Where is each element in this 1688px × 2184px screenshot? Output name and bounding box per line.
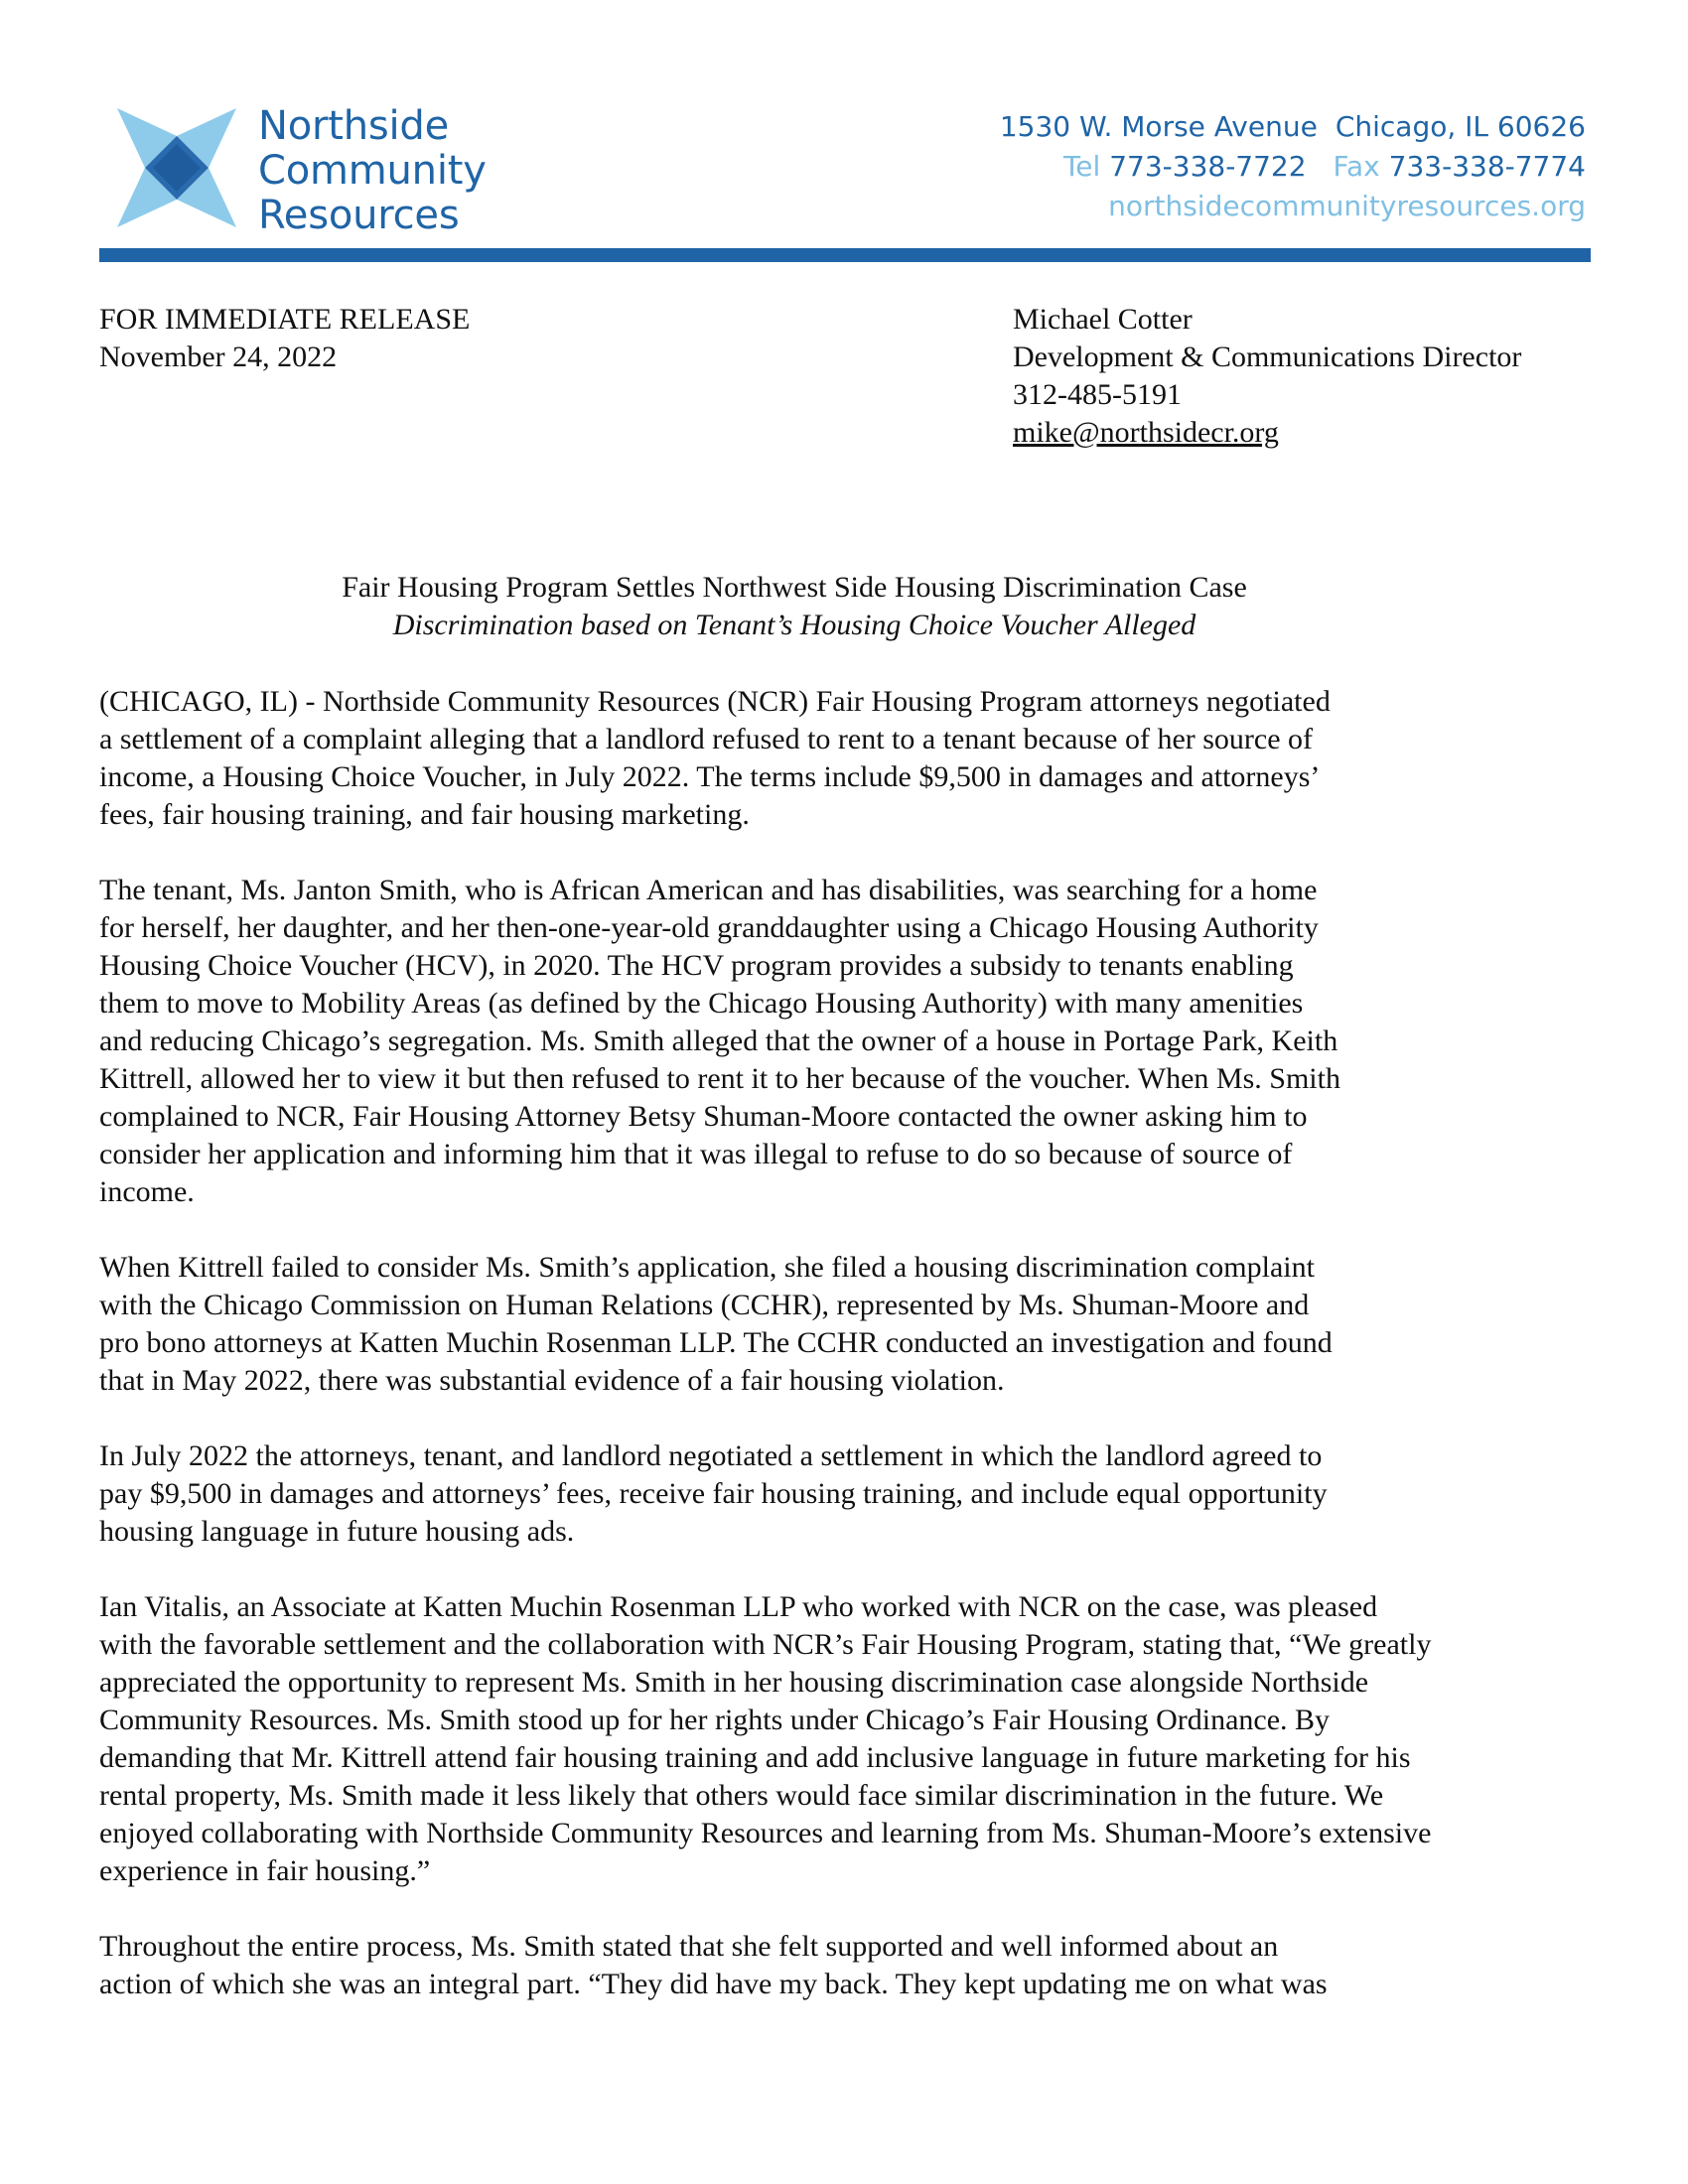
org-city: Chicago, IL 60626 [1335,110,1586,143]
paragraph-line: income, a Housing Choice Voucher, in July 2022. The terms include $9,500 in damages and attorneys’ [99,760,1321,793]
paragraph-line: pro bono attorneys at Katten Muchin Rosenman LLP. The CCHR conducted an investigation and found [99,1326,1333,1359]
org-name-line: Northside [258,103,450,149]
headline [99,569,1489,644]
paragraph-line: and reducing Chicago’s segregation. Ms. Smith alleged that the owner of a house in Portage Park, Keith [99,1024,1338,1057]
org-phone-line [1000,147,1586,187]
org-name [258,104,487,238]
paragraph-line: pay $9,500 in damages and attorneys’ fees, receive fair housing training, and include equal opportunity [99,1477,1328,1510]
paragraph-line: action of which she was an integral part. “They did have my back. They kept updating me on what was [99,1968,1328,2000]
paragraph-line: experience in fair housing.” [99,1854,431,1887]
paragraph-line: income. [99,1175,195,1208]
paragraph-line: that in May 2022, there was substantial evidence of a fair housing violation. [99,1364,1005,1397]
body-paragraph [99,1437,1591,1551]
paragraph-line: them to move to Mobility Areas (as defined by the Chicago Housing Authority) with many amenities [99,987,1304,1020]
paragraph-line: with the Chicago Commission on Human Relations (CCHR), represented by Ms. Shuman-Moore and [99,1289,1310,1321]
body-paragraph [99,872,1591,1211]
paragraph-line: appreciated the opportunity to represent Ms. Smith in her housing discrimination case alongside Northside [99,1666,1369,1699]
paragraph-line: demanding that Mr. Kittrell attend fair housing training and add inclusive language in future marketing for his [99,1741,1411,1774]
letterhead-contact [1000,107,1586,226]
body-paragraph [99,1249,1591,1400]
paragraph-line: (CHICAGO, IL) - Northside Community Resources (NCR) Fair Housing Program attorneys negotiated [99,685,1331,718]
paragraph-line: The tenant, Ms. Janton Smith, who is African American and has disabilities, was searching for a home [99,874,1318,906]
tel-label: Tel [1062,150,1101,183]
org-address-line [1000,107,1586,147]
body-paragraph [99,1588,1591,1890]
fax-label: Fax [1333,150,1380,183]
org-name-line: Community [258,148,487,194]
release-date: November 24, 2022 [99,341,338,373]
release-info [99,301,470,376]
contact-email-link[interactable]: mike@northsidecr.org [1013,416,1279,449]
contact-title: Development & Communications Director [1013,341,1522,373]
paragraph-line: with the favorable settlement and the collaboration with NCR’s Fair Housing Program, stating that, “We greatly [99,1628,1432,1661]
contact-phone: 312-485-5191 [1013,378,1182,411]
org-name-line: Resources [258,193,460,238]
paragraph-line: When Kittrell failed to consider Ms. Smith’s application, she filed a housing discrimination complaint [99,1251,1315,1284]
logo-mark-icon [117,108,236,227]
tel-number: 773-338-7722 [1109,150,1307,183]
paragraph-line: for herself, her daughter, and her then-one-year-old granddaughter using a Chicago Housing Authority [99,911,1319,944]
paragraph-line: enjoyed collaborating with Northside Community Resources and learning from Ms. Shuman-Moore’s extensive [99,1817,1432,1849]
paragraph-line: consider her application and informing him that it was illegal to refuse to do so because of source of [99,1138,1293,1170]
paragraph-line: complained to NCR, Fair Housing Attorney Betsy Shuman-Moore contacted the owner asking him to [99,1100,1308,1133]
body-paragraph [99,1928,1591,2003]
paragraph-line: Kittrell, allowed her to view it but then refused to rent it to her because of the voucher. When Ms. Smith [99,1062,1340,1095]
paragraph-line: housing language in future housing ads. [99,1515,575,1548]
org-logo [117,104,485,238]
paragraph-line: Throughout the entire process, Ms. Smith stated that she felt supported and well informed about an [99,1930,1279,1963]
paragraph-line: Ian Vitalis, an Associate at Katten Muchin Rosenman LLP who worked with NCR on the case, was pleased [99,1590,1378,1623]
body-paragraph [99,683,1591,834]
paragraph-line: Housing Choice Voucher (HCV), in 2020. The HCV program provides a subsidy to tenants enabling [99,949,1294,982]
org-street: 1530 W. Morse Avenue [999,110,1318,143]
headline-title: Fair Housing Program Settles Northwest Side Housing Discrimination Case [342,571,1247,604]
contact-name: Michael Cotter [1013,303,1193,336]
media-contact [1013,301,1521,452]
paragraph-line: In July 2022 the attorneys, tenant, and landlord negotiated a settlement in which the landlord agreed to [99,1439,1323,1472]
org-website[interactable]: northsidecommunityresources.org [1108,190,1586,222]
headline-subtitle: Discrimination based on Tenant’s Housing Choice Voucher Alleged [392,609,1196,641]
paragraph-line: fees, fair housing training, and fair housing marketing. [99,798,750,831]
article-body [99,683,1591,2041]
release-label: FOR IMMEDIATE RELEASE [99,303,471,336]
paragraph-line: rental property, Ms. Smith made it less likely that others would face similar discrimination in the future. We [99,1779,1384,1812]
header-divider [99,248,1591,262]
fax-number: 733-338-7774 [1388,150,1586,183]
paragraph-line: Community Resources. Ms. Smith stood up for her rights under Chicago’s Fair Housing Ordinance. By [99,1704,1331,1736]
paragraph-line: a settlement of a complaint alleging that a landlord refused to rent to a tenant because of her source of [99,723,1314,755]
